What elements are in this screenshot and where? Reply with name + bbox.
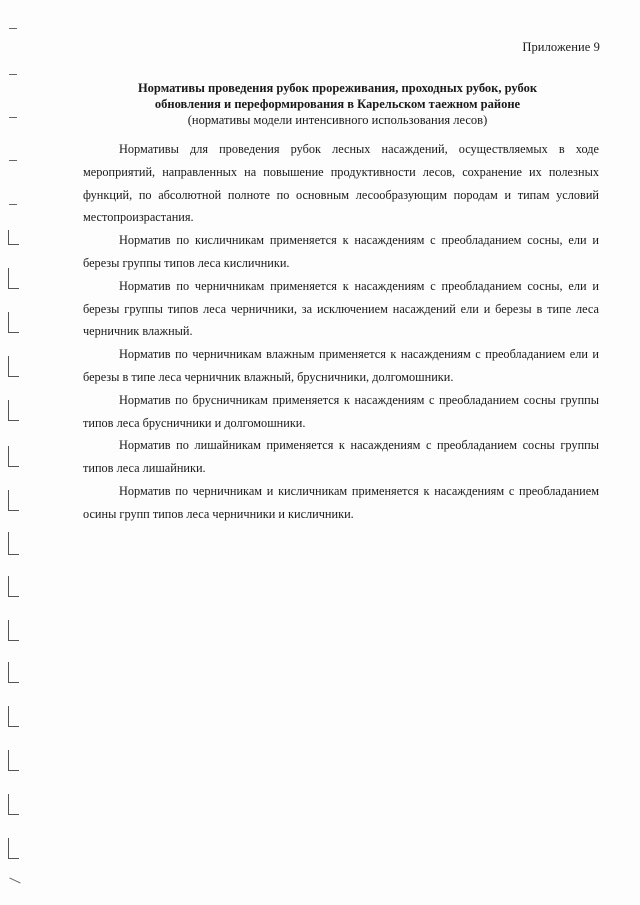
paragraph: Норматив по брусничникам применяется к насаждениям с преобладанием сосны группы типов леса брусничники и долгомошники. (83, 392, 599, 430)
scan-mark (9, 160, 17, 161)
scan-mark (8, 620, 19, 641)
title-subtitle: (нормативы модели интенсивного использования лесов) (187, 113, 488, 127)
paragraph: Норматив по лишайникам применяется к насаждениям с преобладанием сосны группы типов леса лишайники. (83, 438, 599, 476)
paragraph: Норматив по черничникам влажным применяется к насаждениям с преобладанием ели и березы в типе леса черничник влажный, брусничники, долгомошники. (83, 347, 599, 384)
scan-mark (8, 400, 19, 421)
scan-mark (8, 268, 19, 289)
scan-mark (8, 230, 19, 245)
scan-mark (8, 532, 19, 555)
scan-mark (8, 662, 19, 683)
document-title (100, 80, 575, 128)
title-line-2: обновления и переформирования в Карельском таежном районе (154, 97, 521, 111)
document-body (83, 138, 599, 526)
scan-mark (8, 706, 19, 727)
scan-mark (9, 878, 20, 884)
scan-mark (8, 576, 19, 597)
title-line-1: Нормативы проведения рубок прореживания, проходных рубок, рубок (137, 81, 538, 95)
binder-scan-marks (0, 0, 30, 905)
scan-mark (9, 204, 17, 205)
paragraph: Норматив по кисличникам применяется к насаждениям с преобладанием сосны, ели и березы группы типов леса кисличники. (83, 233, 599, 270)
paragraph: Норматив по черничникам и кисличникам применяется к насаждениям с преобладанием осины групп типов леса черничники и кисличники. (83, 483, 599, 521)
scan-mark (8, 312, 19, 333)
scan-mark (8, 838, 19, 859)
scan-mark (9, 117, 17, 118)
scan-mark (8, 490, 19, 511)
scan-mark (8, 356, 19, 377)
paragraph: Нормативы для проведения рубок лесных насаждений, осуществляемых в ходе мероприятий, направленных на повышение продуктивности лесов, сохранение их полезных функций, по абсолютной полноте по основным лесообразующим породам и типам условий местопроизрастания. (83, 142, 599, 225)
scan-mark (8, 794, 19, 815)
scan-mark (8, 750, 19, 771)
scan-mark (9, 74, 17, 75)
paragraph: Норматив по черничникам применяется к насаждениям с преобладанием сосны, ели и березы группы типов леса черничники, за исключением насаждений ели и березы в типе леса черничник влажный. (83, 278, 599, 339)
appendix-label: Приложение 9 (522, 40, 600, 54)
scan-mark (8, 446, 19, 467)
scan-mark (9, 28, 17, 29)
